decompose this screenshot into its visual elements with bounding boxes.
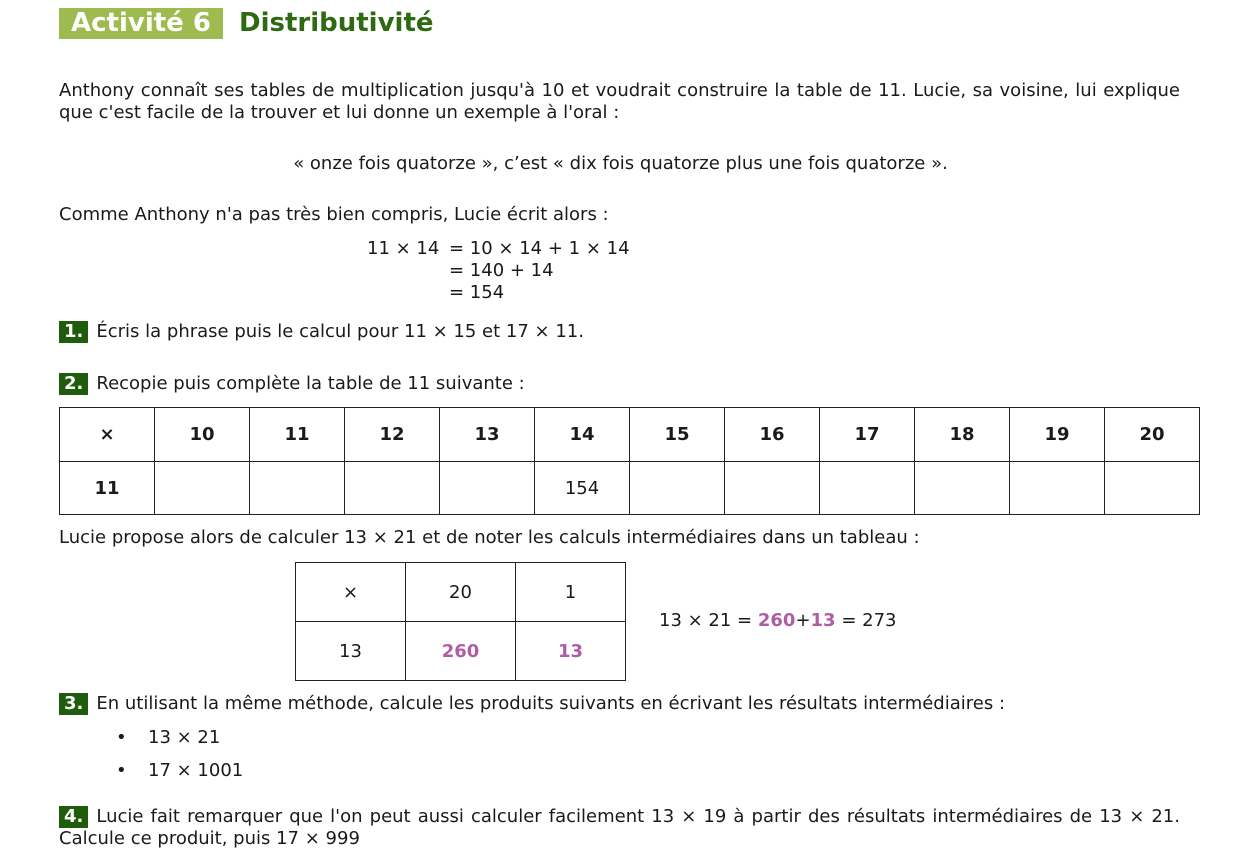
result-term-b: 13 — [810, 610, 836, 631]
question-number: 4. — [59, 806, 88, 828]
question-2 — [59, 373, 525, 395]
table-cell: 16 — [725, 408, 820, 462]
question-3 — [59, 693, 1005, 715]
table-cell — [440, 462, 535, 515]
table-cell: 11 — [250, 408, 345, 462]
table-cell — [155, 462, 250, 515]
question-number: 1. — [59, 321, 88, 343]
table-cell: 154 — [535, 462, 630, 515]
question-1 — [59, 321, 584, 343]
table-of-11 — [59, 407, 1200, 515]
equation-line-3: = 154 — [449, 282, 505, 303]
result-line — [659, 610, 896, 632]
table-cell — [250, 462, 345, 515]
question-number: 2. — [59, 373, 88, 395]
table-cell — [630, 462, 725, 515]
table-row — [296, 622, 626, 681]
products-list — [100, 727, 243, 793]
table-cell: × — [60, 408, 155, 462]
list-item-text: 13 × 21 — [148, 727, 221, 748]
table-cell — [915, 462, 1010, 515]
result-plus: + — [795, 610, 811, 631]
table-cell: 15 — [630, 408, 725, 462]
equation-line-2: = 140 + 14 — [449, 260, 554, 281]
page-title: Distributivité — [239, 8, 434, 38]
question-number: 3. — [59, 693, 88, 715]
equation-lhs: 11 × 14 — [367, 238, 440, 259]
list-item — [100, 727, 243, 760]
table-cell: 12 — [345, 408, 440, 462]
table-13-times-21 — [295, 562, 626, 681]
question-text: Écris la phrase puis le calcul pour 11 × 15 et 17 × 11. — [96, 321, 584, 342]
table-cell: 14 — [535, 408, 630, 462]
table-cell: 10 — [155, 408, 250, 462]
comme-paragraph: Comme Anthony n'a pas très bien compris, Lucie écrit alors : — [59, 204, 609, 225]
table-header-row — [296, 563, 626, 622]
bullet: • — [116, 727, 127, 748]
table-cell: 1 — [516, 563, 626, 622]
table-cell: 18 — [915, 408, 1010, 462]
question-text: Recopie puis complète la table de 11 suivante : — [96, 373, 525, 394]
list-item-text: 17 × 1001 — [148, 760, 244, 781]
table-cell: 13 — [440, 408, 535, 462]
table-cell: 20 — [406, 563, 516, 622]
table-cell — [820, 462, 915, 515]
question-text: Lucie fait remarquer que l'on peut aussi calculer facilement 13 × 19 à partir des résultats intermédiaires de 13 × 21. Calcule ce produit, puis 17 × 999 — [59, 806, 1180, 849]
table-cell: 19 — [1010, 408, 1105, 462]
bullet: • — [116, 760, 127, 781]
table-cell — [1105, 462, 1200, 515]
intro-paragraph: Anthony connaît ses tables de multiplication jusqu'à 10 et voudrait construire la table de 11. Lucie, sa voisine, lui explique que c'est facile de la trouver et lui donne un exemple à l'oral : — [59, 80, 1180, 123]
table-cell — [1010, 462, 1105, 515]
activity-badge: Activité 6 — [59, 8, 223, 39]
result-term-a: 260 — [757, 610, 796, 631]
table-cell: 20 — [1105, 408, 1200, 462]
list-item — [100, 760, 243, 793]
table-cell: 17 — [820, 408, 915, 462]
table-header-row — [60, 408, 1200, 462]
table-cell: 260 — [406, 622, 516, 681]
quote-line: « onze fois quatorze », c’est « dix fois quatorze plus une fois quatorze ». — [293, 153, 948, 174]
equation-line-1: = 10 × 14 + 1 × 14 — [449, 238, 630, 259]
table-row — [60, 462, 1200, 515]
lucie-propose-paragraph: Lucie propose alors de calculer 13 × 21 et de noter les calculs intermédiaires dans un tableau : — [59, 527, 920, 548]
table-cell: × — [296, 563, 406, 622]
result-prefix: 13 × 21 = — [659, 610, 758, 631]
table-cell: 11 — [60, 462, 155, 515]
question-4 — [59, 806, 1180, 850]
table-cell — [725, 462, 820, 515]
question-text: En utilisant la même méthode, calcule les produits suivants en écrivant les résultats intermédiaires : — [96, 693, 1006, 714]
result-suffix: = 273 — [835, 610, 897, 631]
table-cell: 13 — [516, 622, 626, 681]
table-cell: 13 — [296, 622, 406, 681]
table-cell — [345, 462, 440, 515]
